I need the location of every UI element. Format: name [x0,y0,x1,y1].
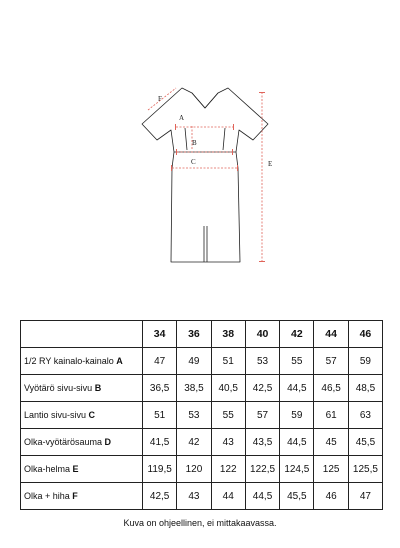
size-header: 40 [245,321,279,348]
table-cell: 38,5 [177,375,211,402]
measure-key: A [116,356,123,366]
measure-name: Olka-helma [24,464,71,474]
measure-key: C [88,410,96,420]
table-cell: 125 [314,456,348,483]
table-row [21,456,383,483]
measure-key: B [94,383,102,393]
table-row [21,429,383,456]
table-cell: 53 [245,348,279,375]
table-cell: 45 [314,429,348,456]
table-cell: 49 [177,348,211,375]
table-cell: 51 [211,348,245,375]
measure-name: Lantio sivu-sivu [24,410,87,420]
measure-name: Olka + hiha [24,491,70,501]
table-cell: 125,5 [348,456,382,483]
header-row [21,321,383,348]
table-cell: 43,5 [245,429,279,456]
label-a: A [179,114,185,122]
table-cell: 42,5 [143,483,177,510]
table-row [21,375,383,402]
table-cell: 61 [314,402,348,429]
dress-outline [142,88,268,262]
label-c: C [191,158,196,166]
row-label [21,456,143,483]
table-cell: 44 [211,483,245,510]
size-header: 38 [211,321,245,348]
table-cell: 44,5 [280,429,314,456]
table-cell: 119,5 [143,456,177,483]
header-corner [21,321,143,348]
table-cell: 43 [177,483,211,510]
size-header: 34 [143,321,177,348]
measure-name: Vyötärö sivu-sivu [24,383,93,393]
table-cell: 124,5 [280,456,314,483]
label-b: B [192,139,197,147]
table-cell: 47 [143,348,177,375]
table-cell: 36,5 [143,375,177,402]
table-cell: 57 [314,348,348,375]
table-cell: 57 [245,402,279,429]
table-cell: 48,5 [348,375,382,402]
table-cell: 46,5 [314,375,348,402]
table-cell: 44,5 [280,375,314,402]
table-cell: 53 [177,402,211,429]
measurement-ticks [171,92,265,262]
label-e: E [268,160,273,168]
table-row [21,483,383,510]
row-label [21,348,143,375]
table-cell: 43 [211,429,245,456]
measure-key: D [104,437,112,447]
size-header: 42 [280,321,314,348]
size-table [20,320,383,510]
table-cell: 51 [143,402,177,429]
table-cell: 45,5 [348,429,382,456]
table-cell: 55 [211,402,245,429]
label-f: F [158,95,162,103]
size-header: 44 [314,321,348,348]
row-label [21,429,143,456]
table-cell: 42 [177,429,211,456]
table-cell: 46 [314,483,348,510]
table-cell: 44,5 [245,483,279,510]
size-header: 46 [348,321,382,348]
row-label [21,483,143,510]
table-cell: 122 [211,456,245,483]
row-label [21,402,143,429]
table-cell: 40,5 [211,375,245,402]
measure-name: Olka-vyötärösauma [24,437,103,447]
measure-key: E [72,464,79,474]
row-label [21,375,143,402]
measure-key: F [72,491,78,501]
table-row [21,348,383,375]
table-row [21,402,383,429]
measurement-lines [148,88,262,262]
table-cell: 42,5 [245,375,279,402]
measure-name: 1/2 RY kainalo-kainalo [24,356,114,366]
table-cell: 41,5 [143,429,177,456]
table-cell: 120 [177,456,211,483]
table-cell: 47 [348,483,382,510]
table-cell: 63 [348,402,382,429]
table-cell: 55 [280,348,314,375]
table-cell: 45,5 [280,483,314,510]
table-cell: 59 [348,348,382,375]
size-header: 36 [177,321,211,348]
table-cell: 122,5 [245,456,279,483]
table-cell: 59 [280,402,314,429]
caption-note: Kuva on ohjeellinen, ei mittakaavassa. [123,518,277,528]
